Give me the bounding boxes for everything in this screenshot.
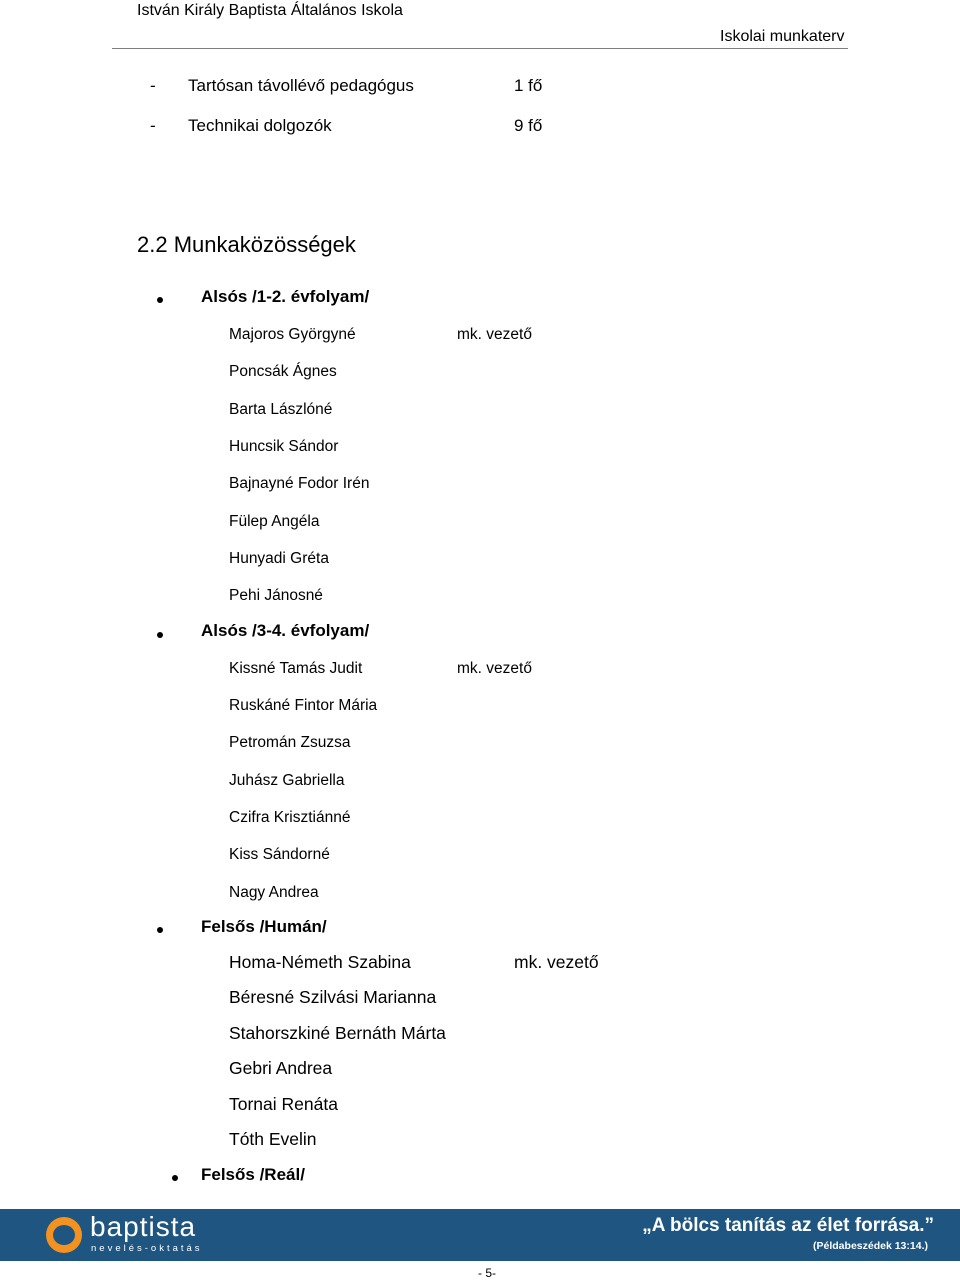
bullet-icon — [172, 1175, 178, 1181]
staff-line-count: 9 fő — [514, 116, 543, 135]
member-name: Ruskáné Fintor Mária — [229, 697, 378, 714]
member-name: Majoros Györgyné — [229, 326, 356, 343]
group-title: Alsós /3-4. évfolyam/ — [201, 621, 370, 640]
member-name: Stahorszkiné Bernáth Márta — [229, 1023, 446, 1043]
staff-line-label: Technikai dolgozók — [188, 116, 332, 135]
member-name: Juhász Gabriella — [229, 772, 345, 789]
group-title: Alsós /1-2. évfolyam/ — [201, 287, 370, 306]
member-name: Fülep Angéla — [229, 513, 320, 530]
member-name: Tornai Renáta — [229, 1094, 338, 1114]
group-title: Felsős /Reál/ — [201, 1165, 305, 1184]
list-dash: - — [150, 76, 156, 95]
footer-banner — [0, 1209, 960, 1261]
member-name: Petromán Zsuzsa — [229, 734, 351, 751]
member-name: Homa-Németh Szabina — [229, 952, 411, 972]
member-name: Nagy Andrea — [229, 884, 319, 901]
group-title: Felsős /Humán/ — [201, 917, 327, 936]
list-dash: - — [150, 116, 156, 135]
staff-line-label: Tartósan távollévő pedagógus — [188, 76, 414, 95]
member-name: Poncsák Ágnes — [229, 363, 337, 380]
bullet-icon — [157, 297, 163, 303]
staff-line-count: 1 fő — [514, 76, 543, 95]
member-name: Tóth Evelin — [229, 1129, 317, 1149]
member-name: Bajnayné Fodor Irén — [229, 475, 370, 492]
section-title: 2.2 Munkaközösségek — [137, 232, 356, 257]
leader-note: mk. vezető — [457, 326, 532, 343]
member-name: Kiss Sándorné — [229, 846, 330, 863]
header-divider — [112, 48, 848, 49]
member-name: Czifra Krisztiánné — [229, 809, 351, 826]
page-number: - 5- — [478, 1266, 496, 1280]
footer-brand: baptista — [90, 1211, 197, 1242]
footer-brand-sub: nevelés-oktatás — [91, 1243, 203, 1254]
member-name: Hunyadi Gréta — [229, 550, 329, 567]
bullet-icon — [157, 927, 163, 933]
header-school-name: István Király Baptista Általános Iskola — [137, 2, 403, 19]
baptista-logo-icon — [46, 1217, 82, 1253]
bullet-icon — [157, 632, 163, 638]
member-name: Kissné Tamás Judit — [229, 660, 363, 677]
header-document-title: Iskolai munkaterv — [720, 28, 845, 45]
member-name: Huncsik Sándor — [229, 438, 339, 455]
member-name: Pehi Jánosné — [229, 587, 323, 604]
leader-note: mk. vezető — [457, 660, 532, 677]
footer-quote: „A bölcs tanítás az élet forrása.” — [642, 1215, 934, 1236]
member-name: Béresné Szilvási Marianna — [229, 987, 437, 1007]
leader-note: mk. vezető — [514, 952, 599, 972]
member-name: Barta Lászlóné — [229, 401, 333, 418]
member-name: Gebri Andrea — [229, 1058, 333, 1078]
footer-quote-ref: (Példabeszédek 13:14.) — [813, 1240, 928, 1252]
